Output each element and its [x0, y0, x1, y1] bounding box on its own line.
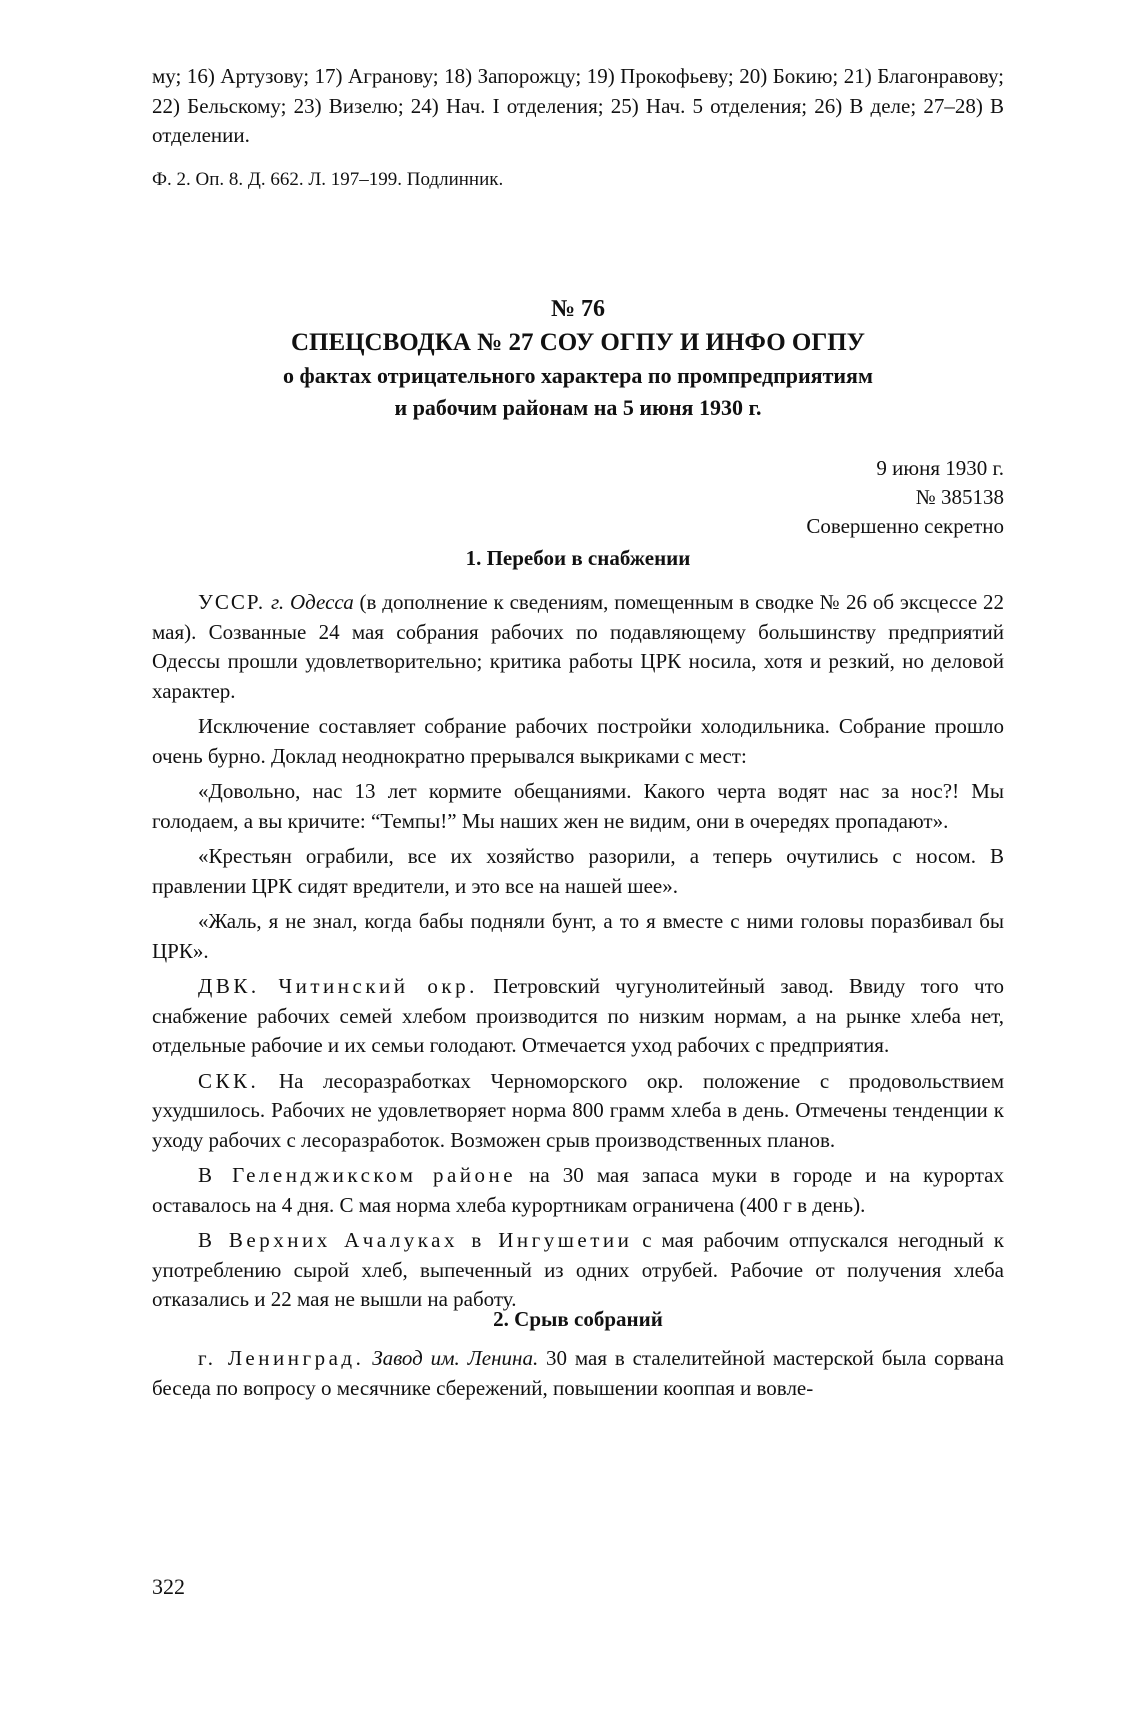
- plant-label: Завод им. Ленина.: [372, 1346, 539, 1370]
- region-label: В Верхних Ачалуках в Ингушетии: [198, 1228, 633, 1252]
- intro-text: му; 16) Артузову; 17) Агранову; 18) Запорожцу; 19) Прокофьеву; 20) Бокию; 21) Благонравову; 22) Бельскому; 23) Визелю; 24) Нач. I отделения; 25) Нач. 5 отделения; 26) В деле; 27–28) В отделении.: [152, 64, 1004, 147]
- section-1-body: [152, 588, 1004, 1315]
- section-2: [152, 1304, 1004, 1403]
- quote-3: «Жаль, я не знал, когда бабы подняли бунт, а то я вместе с ними головы поразбивал бы ЦРК».: [152, 909, 1004, 963]
- paragraph-leningrad: г. Ленинград. Завод им. Ленина. 30 мая в сталелитейной мастерской была сорвана беседа по вопросу о месячнике сбережений, повышении кооппая и вовле-: [152, 1346, 1005, 1400]
- quote-1: «Довольно, нас 13 лет кормите обещаниями. Какого черта водят нас за нос?! Мы голодаем, а вы кричите: “Темпы!” Мы наших жен не видим, они в очередях пропадают».: [152, 779, 1004, 833]
- city-label: г. Одесса: [271, 590, 354, 614]
- classification-stamp: Совершенно секретно: [806, 514, 1004, 538]
- paragraph-gelendzhik: В Геленджикском районе на 30 мая запаса муки в городе и на курортах оставалось на 4 дня. С мая норма хлеба курортникам ограничена (400 г в день).: [152, 1163, 1004, 1217]
- quote-2: «Крестьян ограбили, все их хозяйство разорили, а теперь очутились с носом. В правлении ЦРК сидят вредители, и это все на нашей шее».: [152, 844, 1004, 898]
- city-label: г. Ленинград.: [198, 1346, 365, 1370]
- archival-source: Ф. 2. Оп. 8. Д. 662. Л. 197–199. Подлинник.: [152, 168, 504, 190]
- paragraph-skk: СКК. На лесоразработках Черноморского окр. положение с продовольствием ухудшилось. Рабочих не удовлетворяет норма 800 грамм хлеба в день. Отмечены тенденции к уходу рабочих с лесоразработок. Возможен срыв производственных планов.: [152, 1068, 1004, 1152]
- region-label: СКК.: [198, 1068, 260, 1093]
- section-2-title: 2. Срыв собраний: [493, 1307, 663, 1331]
- document-date: 9 июня 1930 г.: [876, 456, 1004, 480]
- document-title: СПЕЦСВОДКА № 27 СОУ ОГПУ И ИНФО ОГПУ: [290, 329, 866, 356]
- paragraph-achaluki: В Верхних Ачалуках в Ингушетии с мая рабочим отпускался негодный к употреблению сырой хлеб, выпеченный из одних отрубей. Рабочие от получения хлеба отказались и 22 мая не вышли на работу.: [152, 1228, 1004, 1311]
- page-number: 322: [152, 1574, 185, 1599]
- intro-block: [152, 62, 1004, 193]
- document-subtitle-line2: и рабочим районам на 5 июня 1930 г.: [394, 395, 762, 420]
- region-label: В Геленджикском районе: [198, 1163, 517, 1187]
- region-label: ДВК. Читинский окр.: [198, 974, 478, 998]
- document-subtitle-line1: о фактах отрицательного характера по промпредприятиям: [283, 363, 873, 388]
- document-header: [152, 292, 1004, 573]
- paragraph-odessa: УССР. г. Одесса (в дополнение к сведениям, помещенным в сводке № 26 об эксцессе 22 мая). Созванные 24 мая собрания рабочих по подавляющему большинству предприятий Одессы прошли удовлетворительно; критика работы ЦРК носила, хотя и резкий, но деловой характер.: [152, 590, 1005, 703]
- section-1-title: 1. Перебои в снабжении: [465, 546, 691, 570]
- document-number-heading: № 76: [550, 296, 606, 322]
- region-label: УССР.: [198, 590, 266, 614]
- document-registry-number: № 385138: [915, 485, 1004, 509]
- paragraph-dvk: ДВК. Читинский окр. Петровский чугунолитейный завод. Ввиду того что снабжение рабочих семей хлебом производится по низким нормам, а на рынке хлеба нет, отдельные рабочие и их семьи голодают. Отмечается уход рабочих с предприятия.: [152, 974, 1004, 1057]
- paragraph-refrigerator-meeting: Исключение составляет собрание рабочих постройки холодильника. Собрание прошло очень бурно. Доклад неоднократно прерывался выкриками с мест:: [152, 714, 1004, 768]
